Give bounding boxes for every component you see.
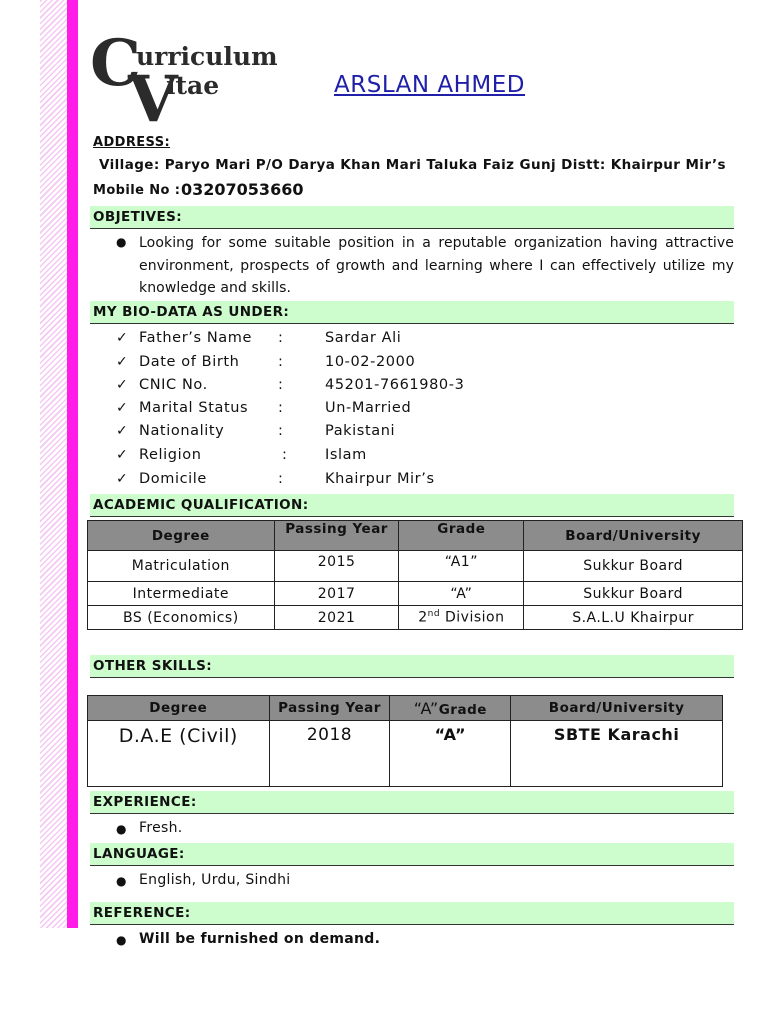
table-row bbox=[88, 551, 743, 582]
table-cell: BS (Economics) bbox=[88, 606, 275, 630]
table-cell: Sukkur Board bbox=[524, 582, 743, 606]
checkmark-icon: ✓ bbox=[116, 354, 129, 370]
table-cell-grade bbox=[399, 606, 524, 630]
biodata-key: Marital Status bbox=[139, 400, 249, 416]
table-cell: 2021 bbox=[274, 606, 399, 630]
column-header: Grade bbox=[399, 521, 524, 551]
checkmark-icon: ✓ bbox=[116, 330, 129, 346]
colon-separator: : bbox=[278, 377, 284, 393]
table-header-row bbox=[88, 521, 743, 551]
column-header: Degree bbox=[88, 696, 270, 721]
column-header: Passing Year bbox=[269, 696, 390, 721]
table-cell: “A” bbox=[399, 582, 524, 606]
academic-heading: ACADEMIC QUALIFICATION: bbox=[90, 494, 734, 517]
table-cell: 2017 bbox=[274, 582, 399, 606]
grade-number: 2 bbox=[418, 609, 428, 626]
biodata-key: Date of Birth bbox=[139, 354, 240, 370]
checkmark-icon: ✓ bbox=[116, 377, 129, 393]
decorative-hatch-stripe bbox=[40, 0, 67, 928]
checkmark-icon: ✓ bbox=[116, 471, 129, 487]
column-header: Passing Year bbox=[274, 521, 399, 551]
applicant-name: ARSLAN AHMED bbox=[334, 72, 526, 98]
biodata-row bbox=[116, 447, 616, 469]
grade-label: Grade bbox=[438, 701, 487, 718]
table-cell: Intermediate bbox=[88, 582, 275, 606]
logo-letter-c: C bbox=[90, 26, 141, 101]
objectives-text: Looking for some suitable position in a reputable organization having attractive environment, prospects of growth and learning where I can effectively utilize my knowledge and skills. bbox=[139, 235, 734, 296]
table-cell: SBTE Karachi bbox=[511, 721, 723, 787]
table-header-row bbox=[88, 696, 723, 721]
mobile-value: 03207053660 bbox=[181, 180, 304, 199]
table-cell: 2018 bbox=[269, 721, 390, 787]
biodata-row bbox=[116, 330, 616, 352]
table-cell: D.A.E (Civil) bbox=[88, 721, 270, 787]
column-header: Board/University bbox=[524, 521, 743, 551]
mobile-label: Mobile No : bbox=[93, 183, 181, 198]
skills-heading: OTHER SKILLS: bbox=[90, 655, 734, 678]
biodata-key: Nationality bbox=[139, 423, 225, 439]
bullet-icon: ● bbox=[116, 822, 127, 836]
table-row bbox=[88, 582, 743, 606]
biodata-row bbox=[116, 400, 616, 422]
biodata-value: 45201-7661980-3 bbox=[325, 377, 465, 393]
biodata-row bbox=[116, 377, 616, 399]
column-header-grade bbox=[390, 696, 511, 721]
colon-separator: : bbox=[278, 400, 284, 416]
colon-separator: : bbox=[278, 471, 284, 487]
checkmark-icon: ✓ bbox=[116, 447, 129, 463]
grade-suffix: Division bbox=[440, 609, 505, 626]
colon-separator: : bbox=[278, 423, 284, 439]
logo-line1: urriculum bbox=[136, 42, 278, 71]
bullet-icon: ● bbox=[116, 235, 127, 249]
biodata-value: 10-02-2000 bbox=[325, 354, 416, 370]
reference-item: Will be furnished on demand. bbox=[139, 931, 381, 947]
table-cell: Matriculation bbox=[88, 551, 275, 582]
biodata-value: Pakistani bbox=[325, 423, 396, 439]
table-cell: “A” bbox=[390, 721, 511, 787]
academic-table bbox=[87, 520, 743, 630]
biodata-key: CNIC No. bbox=[139, 377, 208, 393]
table-cell: S.A.L.U Khairpur bbox=[524, 606, 743, 630]
language-heading: LANGUAGE: bbox=[90, 843, 734, 866]
experience-heading: EXPERIENCE: bbox=[90, 791, 734, 814]
objectives-heading: OBJETIVES: bbox=[90, 206, 734, 229]
biodata-value: Khairpur Mir’s bbox=[325, 471, 435, 487]
colon-separator: : bbox=[282, 447, 288, 463]
column-header: Degree bbox=[88, 521, 275, 551]
logo-line2: itae bbox=[166, 71, 220, 100]
address-label: ADDRESS: bbox=[93, 135, 171, 150]
curriculum-vitae-logo bbox=[90, 26, 280, 137]
checkmark-icon: ✓ bbox=[116, 400, 129, 416]
grade-quote: “A” bbox=[413, 698, 439, 718]
biodata-value: Sardar Ali bbox=[325, 330, 402, 346]
biodata-key: Domicile bbox=[139, 471, 207, 487]
language-item: English, Urdu, Sindhi bbox=[139, 872, 291, 888]
column-header: Board/University bbox=[511, 696, 723, 721]
experience-item: Fresh. bbox=[139, 820, 183, 836]
biodata-heading: MY BIO-DATA AS UNDER: bbox=[90, 301, 734, 324]
reference-heading: REFERENCE: bbox=[90, 902, 734, 925]
biodata-key: Religion bbox=[139, 447, 202, 463]
decorative-magenta-bar bbox=[67, 0, 78, 928]
biodata-value: Un-Married bbox=[325, 400, 412, 416]
bullet-icon: ● bbox=[116, 874, 127, 888]
colon-separator: : bbox=[278, 330, 284, 346]
biodata-row bbox=[116, 354, 616, 376]
address-value: Village: Paryo Mari P/O Darya Khan Mari Taluka Faiz Gunj Distt: Khairpur Mir’s bbox=[99, 157, 726, 173]
table-cell: “A1” bbox=[399, 551, 524, 582]
skills-table bbox=[87, 695, 723, 787]
grade-superscript: nd bbox=[427, 609, 441, 620]
table-cell: Sukkur Board bbox=[524, 551, 743, 582]
table-row bbox=[88, 721, 723, 787]
colon-separator: : bbox=[278, 354, 284, 370]
checkmark-icon: ✓ bbox=[116, 423, 129, 439]
table-row bbox=[88, 606, 743, 630]
biodata-row bbox=[116, 423, 616, 445]
table-cell: 2015 bbox=[274, 551, 399, 582]
logo-letter-v: V bbox=[128, 62, 178, 137]
biodata-key: Father’s Name bbox=[139, 330, 253, 346]
biodata-value: Islam bbox=[325, 447, 367, 463]
bullet-icon: ● bbox=[116, 933, 127, 947]
biodata-row bbox=[116, 471, 616, 493]
